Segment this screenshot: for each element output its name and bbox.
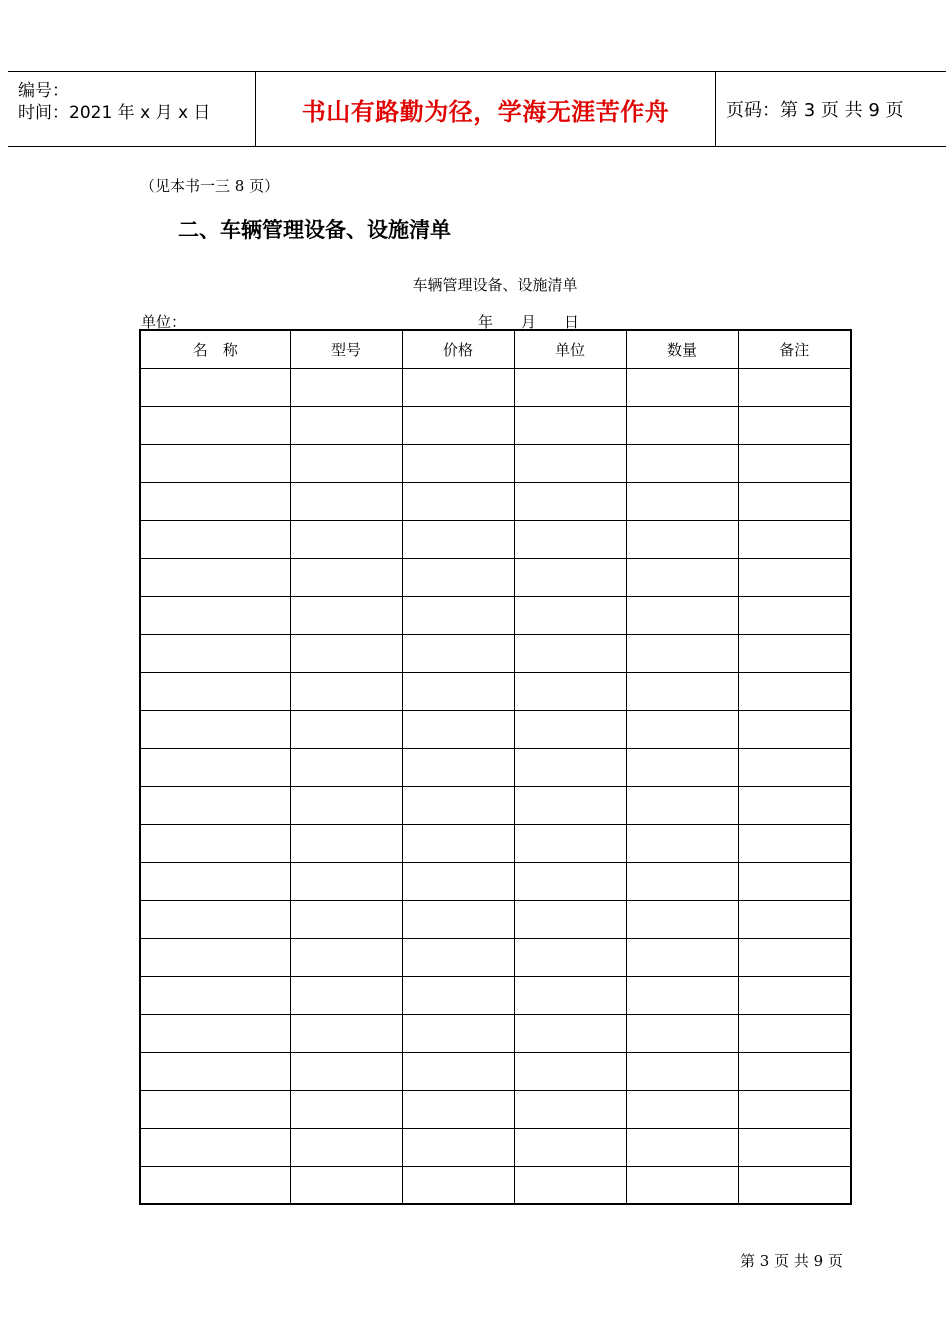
table-row [140,1014,851,1052]
section-title: 二、车辆管理设备、设施清单 [178,218,451,242]
table-row [140,862,851,900]
table-cell[interactable] [140,558,290,596]
table-cell[interactable] [402,596,514,634]
table-cell[interactable] [290,1014,402,1052]
table-cell[interactable] [140,976,290,1014]
table-cell[interactable] [514,672,626,710]
table-cell[interactable] [140,1128,290,1166]
table-cell[interactable] [738,558,851,596]
table-cell[interactable] [738,824,851,862]
header-meta [8,72,256,146]
table-cell[interactable] [290,1128,402,1166]
table-cell[interactable] [290,710,402,748]
table-row [140,710,851,748]
date-day: 日 [564,313,580,331]
table-cell[interactable] [738,900,851,938]
date-month: 月 [521,313,537,331]
table-cell[interactable] [140,634,290,672]
table-cell[interactable] [514,558,626,596]
table-cell[interactable] [290,558,402,596]
table-cell[interactable] [290,520,402,558]
table-row [140,672,851,710]
table-cell[interactable] [626,558,738,596]
table-row [140,558,851,596]
table-cell[interactable] [290,672,402,710]
page-header [8,71,946,147]
table-cell[interactable] [514,520,626,558]
table-cell[interactable] [140,824,290,862]
table-cell[interactable] [626,520,738,558]
table-cell[interactable] [402,1014,514,1052]
table-cell[interactable] [290,596,402,634]
table-cell[interactable] [626,1014,738,1052]
table-cell[interactable] [290,938,402,976]
table-cell[interactable] [140,748,290,786]
table-cell[interactable] [738,786,851,824]
table-cell[interactable] [402,672,514,710]
table-cell[interactable] [140,710,290,748]
table-cell[interactable] [626,406,738,444]
table-cell[interactable] [402,748,514,786]
table-cell[interactable] [140,368,290,406]
table-row [140,1166,851,1204]
table-cell[interactable] [626,1166,738,1204]
table-cell[interactable] [290,406,402,444]
table-cell[interactable] [140,1052,290,1090]
table-cell[interactable] [514,976,626,1014]
column-header-quantity: 数量 [626,330,738,368]
table-cell[interactable] [514,786,626,824]
table-cell[interactable] [514,862,626,900]
table-cell[interactable] [290,976,402,1014]
table-cell[interactable] [402,1128,514,1166]
table-cell[interactable] [738,520,851,558]
column-header-name: 名 称 [140,330,290,368]
page-footer: 第 3 页 共 9 页 [740,1252,843,1270]
column-header-price: 价格 [402,330,514,368]
table-cell[interactable] [626,938,738,976]
table-cell[interactable] [402,558,514,596]
table-row [140,1128,851,1166]
table-row [140,482,851,520]
table-cell[interactable] [290,862,402,900]
table-cell[interactable] [514,1052,626,1090]
table-cell[interactable] [402,482,514,520]
table-row [140,824,851,862]
table-cell[interactable] [290,824,402,862]
table-cell[interactable] [402,1166,514,1204]
table-cell[interactable] [514,900,626,938]
table-cell[interactable] [290,1090,402,1128]
table-cell[interactable] [514,406,626,444]
table-cell[interactable] [514,1128,626,1166]
table-cell[interactable] [626,596,738,634]
table-cell[interactable] [626,748,738,786]
table-cell[interactable] [738,444,851,482]
table-cell[interactable] [402,520,514,558]
table-row [140,444,851,482]
table-cell[interactable] [402,824,514,862]
table-row [140,900,851,938]
table-cell[interactable] [738,368,851,406]
table-cell[interactable] [290,786,402,824]
table-cell[interactable] [626,444,738,482]
document-time-label: 时间：2021 年 x 月 x 日 [18,103,211,123]
column-header-model: 型号 [290,330,402,368]
table-body [140,368,851,1204]
table-cell[interactable] [140,672,290,710]
table-cell[interactable] [514,824,626,862]
date-year: 年 [478,313,494,331]
table-title: 车辆管理设备、设施清单 [412,276,578,294]
table-cell[interactable] [140,596,290,634]
table-cell[interactable] [514,444,626,482]
unit-label: 单位： [141,313,187,331]
equipment-list-table [139,329,852,1205]
table-cell[interactable] [140,406,290,444]
table-cell[interactable] [738,672,851,710]
table-cell[interactable] [402,710,514,748]
table-cell[interactable] [626,1128,738,1166]
table-cell[interactable] [290,444,402,482]
table-cell[interactable] [738,1090,851,1128]
table-cell[interactable] [738,710,851,748]
table-cell[interactable] [514,1014,626,1052]
table-cell[interactable] [140,520,290,558]
table-cell[interactable] [402,900,514,938]
table-cell[interactable] [626,862,738,900]
table-cell[interactable] [140,1014,290,1052]
table-cell[interactable] [738,1166,851,1204]
table-row [140,634,851,672]
table-cell[interactable] [290,748,402,786]
table-cell[interactable] [402,976,514,1014]
table-cell[interactable] [514,938,626,976]
table-row [140,938,851,976]
table-cell[interactable] [738,406,851,444]
table-cell[interactable] [738,748,851,786]
table-cell[interactable] [140,900,290,938]
header-motto [256,72,716,146]
table-cell[interactable] [626,634,738,672]
table-cell[interactable] [514,482,626,520]
table-cell[interactable] [738,1052,851,1090]
table-cell[interactable] [514,748,626,786]
table-cell[interactable] [738,976,851,1014]
table-row [140,368,851,406]
table-cell[interactable] [626,1090,738,1128]
table-cell[interactable] [402,1090,514,1128]
table-cell[interactable] [290,900,402,938]
document-code-label: 编号： [18,81,69,101]
table-cell[interactable] [514,368,626,406]
table-cell[interactable] [738,938,851,976]
table-row [140,406,851,444]
table-header-row [140,330,851,368]
table-row [140,748,851,786]
table-cell[interactable] [402,938,514,976]
table-cell[interactable] [626,976,738,1014]
table-cell[interactable] [626,368,738,406]
table-cell[interactable] [290,482,402,520]
table-cell[interactable] [626,672,738,710]
table-cell[interactable] [514,634,626,672]
column-header-remarks: 备注 [738,330,851,368]
table-row [140,786,851,824]
table-cell[interactable] [402,444,514,482]
table-cell[interactable] [738,482,851,520]
table-row [140,520,851,558]
table-cell[interactable] [402,786,514,824]
table-cell[interactable] [626,824,738,862]
table-cell[interactable] [514,1166,626,1204]
table-cell[interactable] [514,710,626,748]
table-cell[interactable] [140,444,290,482]
table-cell[interactable] [402,1052,514,1090]
motto-text: 书山有路勤为径，学海无涯苦作舟 [301,96,670,126]
table-row [140,596,851,634]
table-cell[interactable] [514,596,626,634]
table-cell[interactable] [140,786,290,824]
page-info-text: 页码：第 3 页 共 9 页 [726,100,904,121]
reference-note: （见本书一三 8 页） [140,177,280,195]
table-cell[interactable] [626,482,738,520]
table-cell[interactable] [738,1128,851,1166]
table-cell[interactable] [738,1014,851,1052]
table-cell[interactable] [140,1090,290,1128]
table-cell[interactable] [140,1166,290,1204]
table-cell[interactable] [290,1166,402,1204]
table-cell[interactable] [402,406,514,444]
table-cell[interactable] [402,862,514,900]
header-page-info [716,72,946,146]
table-cell[interactable] [402,368,514,406]
table-cell[interactable] [626,1052,738,1090]
table-cell[interactable] [140,482,290,520]
table-cell[interactable] [140,862,290,900]
table-row [140,1090,851,1128]
table-cell[interactable] [738,862,851,900]
column-header-unit: 单位 [514,330,626,368]
table-row [140,1052,851,1090]
table-cell[interactable] [402,634,514,672]
table-cell[interactable] [738,634,851,672]
table-cell[interactable] [290,634,402,672]
table-cell[interactable] [140,938,290,976]
table-cell[interactable] [290,1052,402,1090]
table-cell[interactable] [626,786,738,824]
table-row [140,976,851,1014]
table-cell[interactable] [626,900,738,938]
table-cell[interactable] [290,368,402,406]
table-cell[interactable] [626,710,738,748]
table-cell[interactable] [738,596,851,634]
table-cell[interactable] [514,1090,626,1128]
